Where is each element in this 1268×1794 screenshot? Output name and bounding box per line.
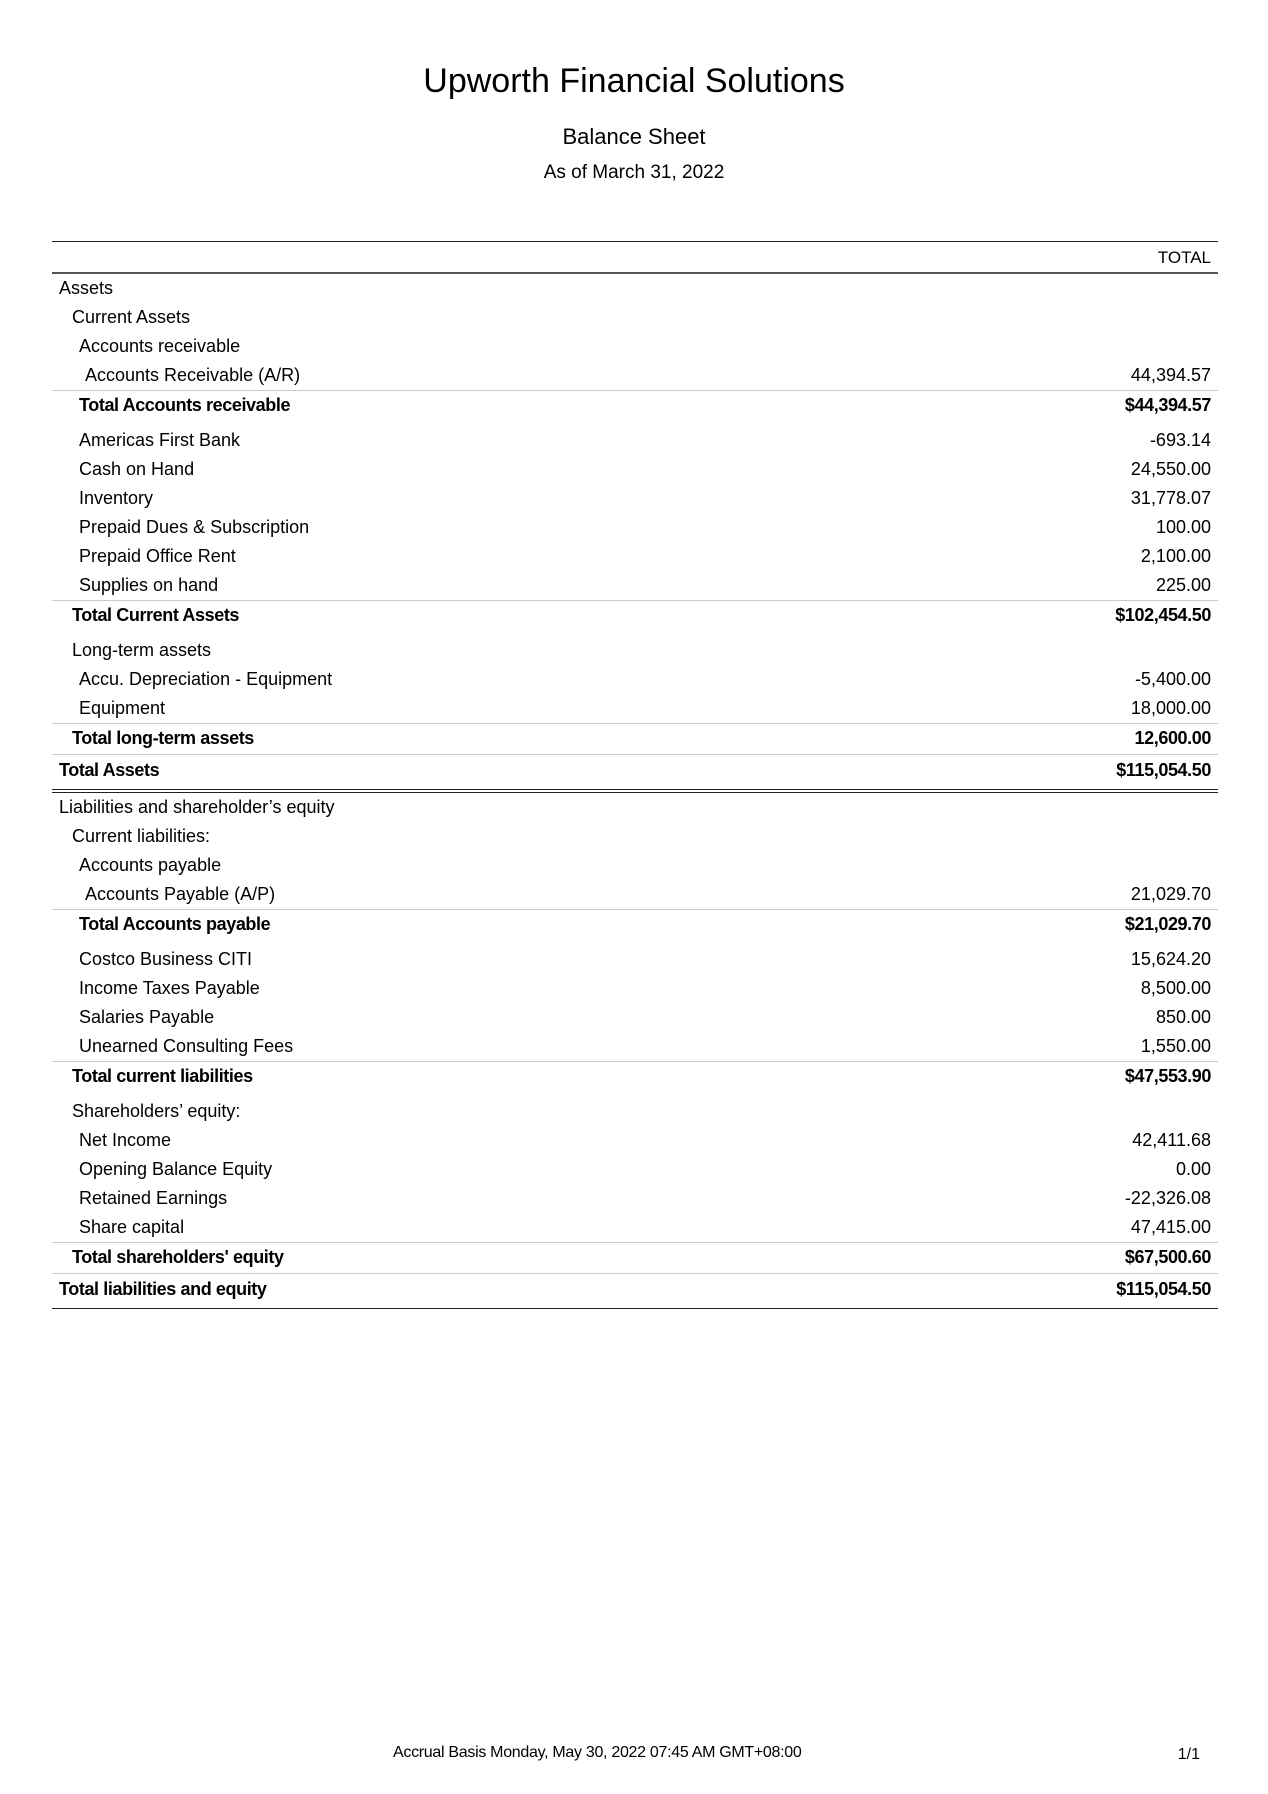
row-value: -693.14 [1149,430,1211,450]
row-value: 2,100.00 [1140,546,1211,566]
row-label: Retained Earnings [79,1188,228,1208]
row-label: Total Accounts receivable [79,395,291,415]
row-label: Prepaid Dues & Subscription [79,517,310,537]
row-value: 1,550.00 [1140,1036,1211,1056]
row-income-taxes-payable [52,974,1218,1003]
row-value: 850.00 [1155,1007,1211,1027]
row-value: $47,553.90 [1124,1066,1211,1086]
row-net-income [52,1126,1218,1155]
group-accounts-payable [52,851,1218,880]
total-long-term-assets [52,723,1218,754]
row-label: Opening Balance Equity [79,1159,273,1179]
row-label: Equipment [79,698,166,718]
row-value: $44,394.57 [1124,395,1211,415]
row-share-capital [52,1213,1218,1242]
row-accounts-payable-ap [52,880,1218,909]
row-supplies-on-hand [52,571,1218,600]
row-label: Total shareholders' equity [72,1247,284,1267]
row-unearned-consulting-fees [52,1032,1218,1061]
row-opening-balance-equity [52,1155,1218,1184]
section-long-term-assets [52,636,1218,665]
row-americas-first-bank [52,426,1218,455]
total-accounts-payable [52,909,1218,940]
row-label: Accounts payable [79,855,222,875]
row-inventory [52,484,1218,513]
row-label: Liabilities and shareholder’s equity [59,797,335,817]
row-value: 0.00 [1175,1159,1211,1179]
section-current-assets [52,303,1218,332]
section-assets [52,274,1218,303]
footer-basis-timestamp: Accrual Basis Monday, May 30, 2022 07:45 AM GMT+08:00 [393,1744,802,1761]
row-label: Prepaid Office Rent [79,546,236,566]
section-current-liabilities [52,822,1218,851]
row-label: Total liabilities and equity [59,1279,267,1299]
balance-sheet-table [52,241,1218,1309]
row-label: Total Accounts payable [79,914,271,934]
column-header-total: TOTAL [1157,248,1211,267]
row-label: Share capital [79,1217,185,1237]
total-current-liabilities [52,1061,1218,1092]
row-label: Total Assets [59,760,160,780]
total-shareholders-equity [52,1242,1218,1273]
row-label: Total Current Assets [72,605,240,625]
row-value: 24,550.00 [1130,459,1211,479]
row-value: $115,054.50 [1116,1279,1211,1299]
row-value: 18,000.00 [1130,698,1211,718]
row-value: 15,624.20 [1130,949,1211,969]
row-label: Cash on Hand [79,459,195,479]
row-label: Net Income [79,1130,172,1150]
row-value: 8,500.00 [1140,978,1211,998]
company-name: Upworth Financial Solutions [423,62,845,100]
row-label: Current Assets [72,307,191,327]
row-label: Accounts Receivable (A/R) [85,365,301,385]
row-value: 31,778.07 [1130,488,1211,508]
row-value: 42,411.68 [1132,1130,1211,1150]
row-label: Income Taxes Payable [79,978,260,998]
row-value: 12,600.00 [1134,728,1211,748]
row-label: Accu. Depreciation - Equipment [79,669,333,689]
row-label: Unearned Consulting Fees [79,1036,294,1056]
row-accu-depreciation [52,665,1218,694]
total-accounts-receivable [52,390,1218,421]
row-value: $67,500.60 [1124,1247,1211,1267]
total-liabilities-and-equity [52,1273,1218,1309]
row-label: Shareholders’ equity: [72,1101,241,1121]
row-value: -5,400.00 [1134,669,1211,689]
row-label: Costco Business CITI [79,949,253,969]
table-header [52,241,1218,274]
row-label: Current liabilities: [72,826,211,846]
row-value: 225.00 [1155,575,1211,595]
row-equipment [52,694,1218,723]
row-label: Assets [59,278,114,298]
row-accounts-receivable-ar [52,361,1218,390]
report-date: As of March 31, 2022 [543,162,725,183]
row-label: Accounts Payable (A/P) [85,884,276,904]
row-label: Total long-term assets [72,728,254,748]
row-label: Supplies on hand [79,575,219,595]
row-costco-business-citi [52,945,1218,974]
section-liabilities-equity [52,793,1218,822]
row-value: $21,029.70 [1124,914,1211,934]
page-number: 1/1 [1177,1746,1200,1763]
total-current-assets [52,600,1218,631]
row-salaries-payable [52,1003,1218,1032]
row-label: Americas First Bank [79,430,241,450]
row-value: $115,054.50 [1116,760,1211,780]
row-value: -22,326.08 [1124,1188,1211,1208]
row-value: 44,394.57 [1130,365,1211,385]
row-cash-on-hand [52,455,1218,484]
row-value: 21,029.70 [1130,884,1211,904]
row-retained-earnings [52,1184,1218,1213]
report-title: Balance Sheet [562,124,706,149]
row-prepaid-office-rent [52,542,1218,571]
row-prepaid-dues [52,513,1218,542]
row-value: $102,454.50 [1115,605,1211,625]
group-accounts-receivable [52,332,1218,361]
section-shareholders-equity [52,1097,1218,1126]
row-label: Accounts receivable [79,336,241,356]
total-assets [52,754,1218,793]
row-label: Salaries Payable [79,1007,215,1027]
row-label: Long-term assets [72,640,212,660]
row-label: Total current liabilities [72,1066,253,1086]
row-value: 47,415.00 [1130,1217,1211,1237]
row-label: Inventory [79,488,154,508]
row-value: 100.00 [1155,517,1211,537]
